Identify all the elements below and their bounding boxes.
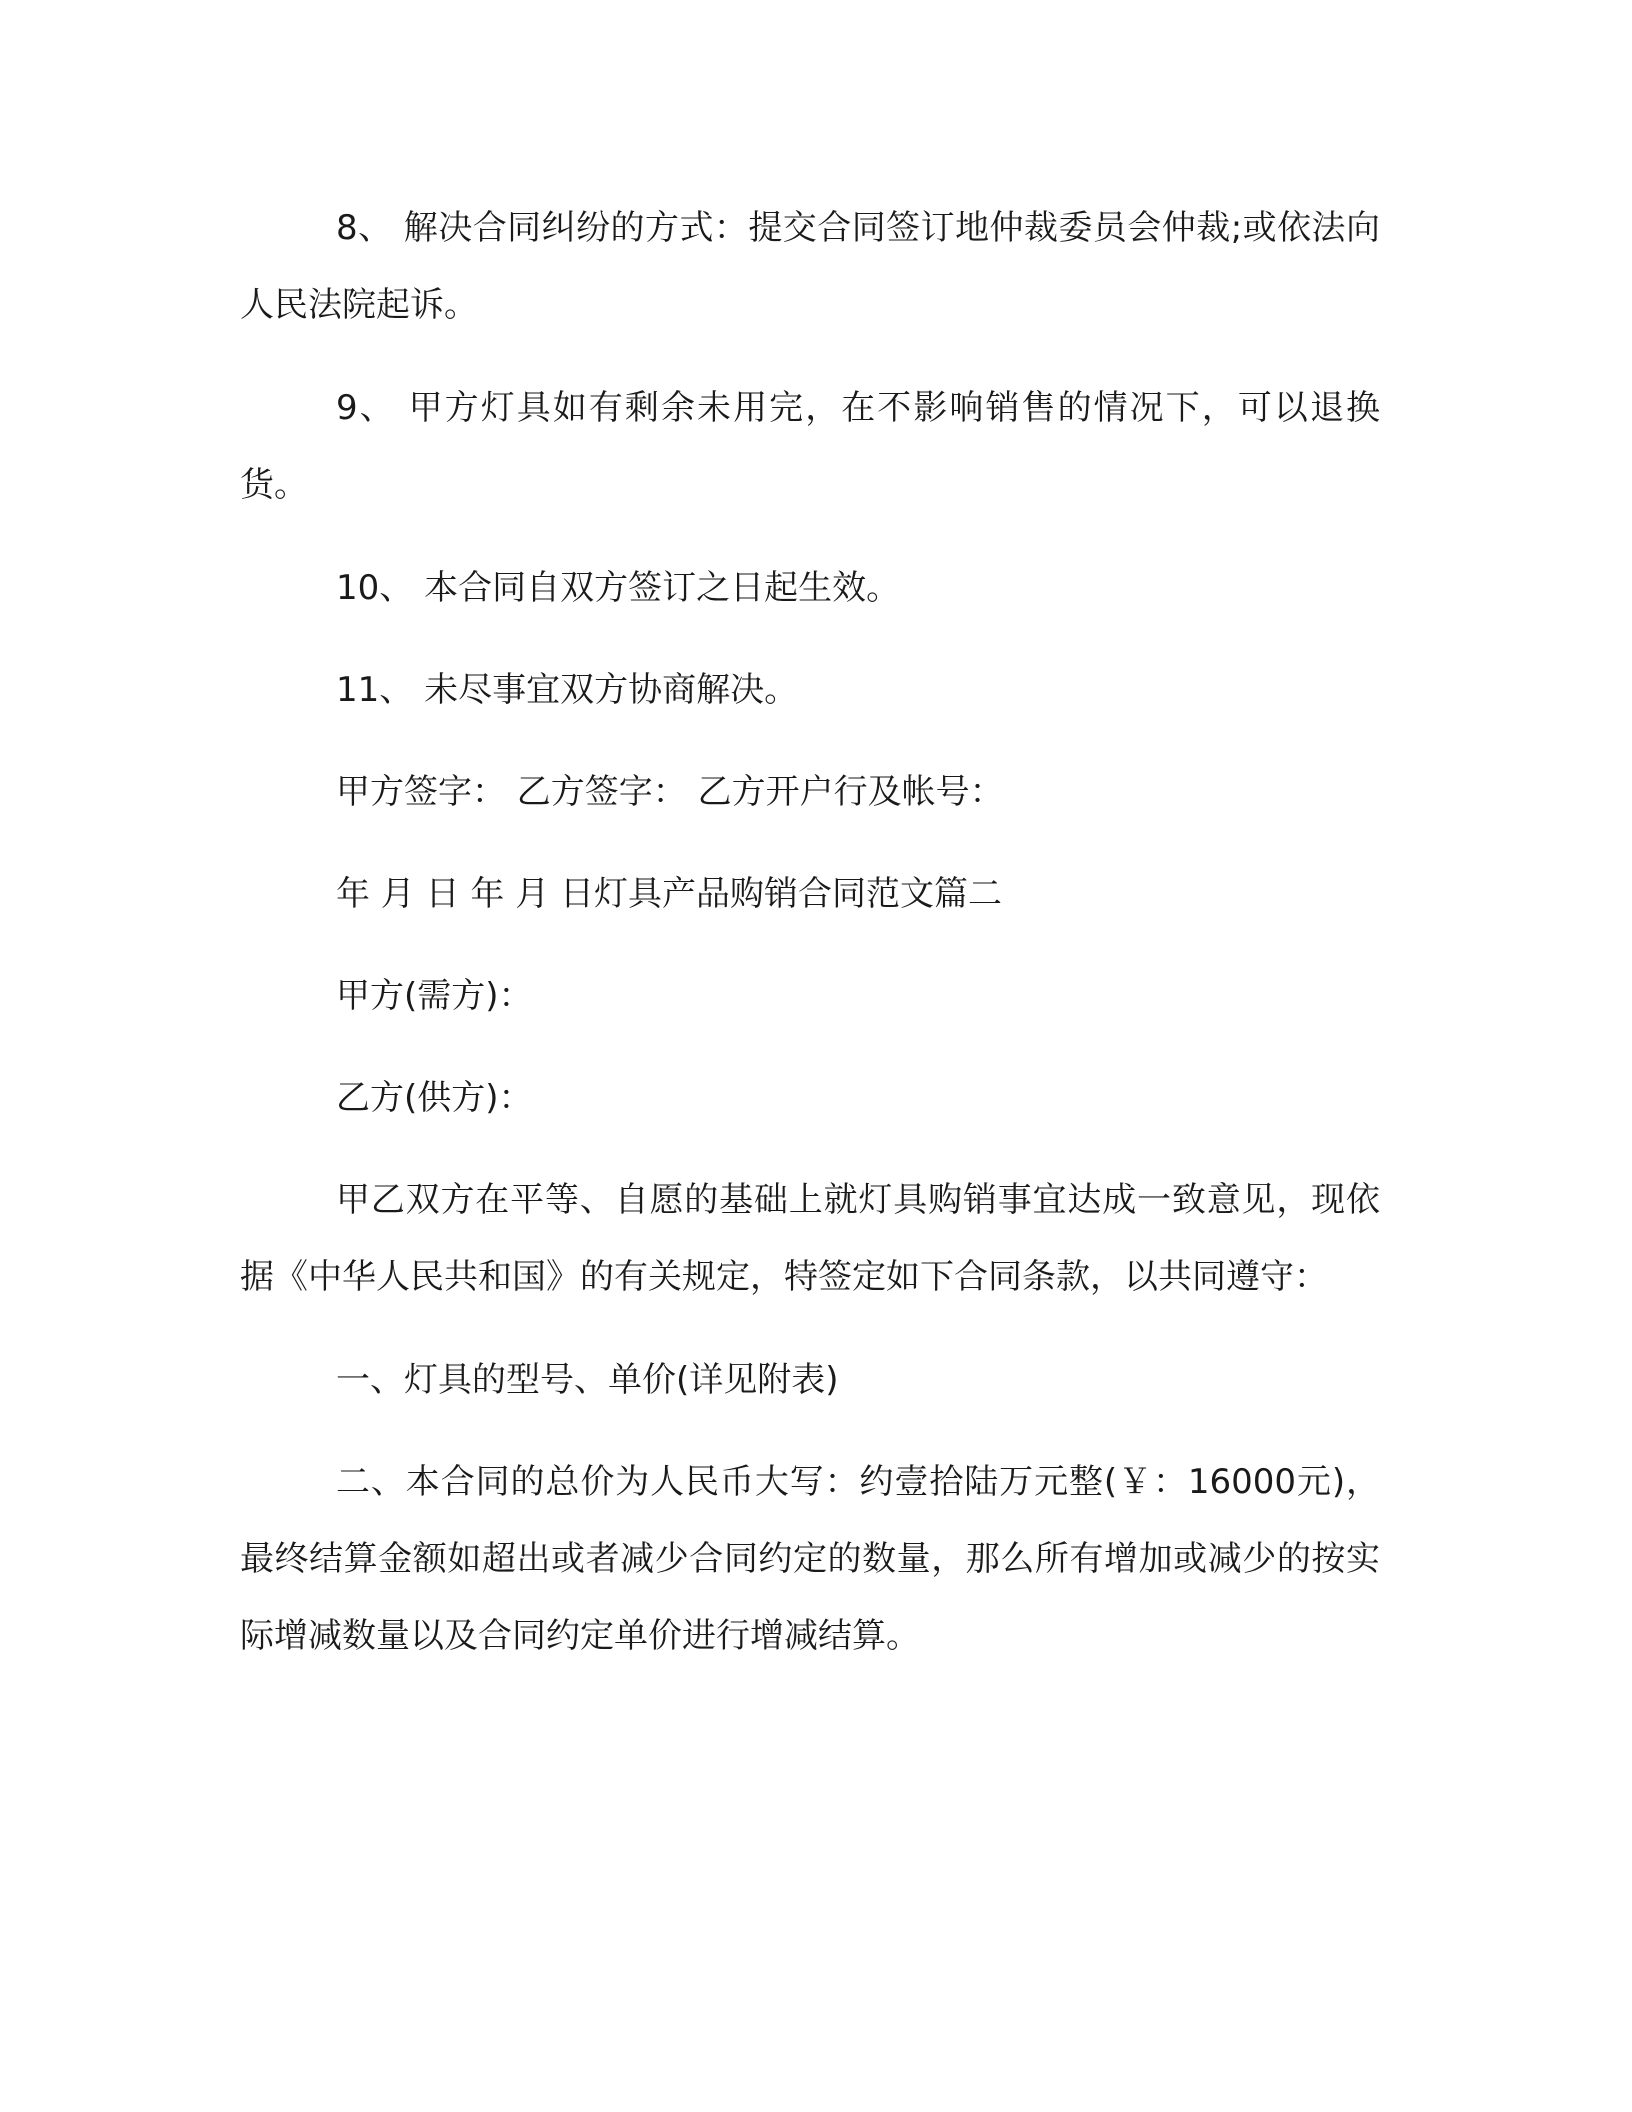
date-line-and-title: 年 月 日 年 月 日灯具产品购销合同范文篇二: [336, 874, 1003, 914]
section-two-total-price: 二、本合同的总价为人民币大写：约壹拾陆万元整(￥：16000元)，最终结算金额如超出或者减少合同约定的数量，那么所有增加或减少的按实际增减数量以及合同约定单价进行增减结算。: [240, 1462, 1380, 1656]
section-one-models-prices: 一、灯具的型号、单价(详见附表): [336, 1360, 839, 1400]
contract-preamble: 甲乙双方在平等、自愿的基础上就灯具购销事宜达成一致意见，现依据《中华人民共和国》的有关规定，特签定如下合同条款，以共同遵守：: [240, 1180, 1380, 1297]
clause-9-return-exchange: 9、 甲方灯具如有剩余未用完，在不影响销售的情况下，可以退换货。: [240, 388, 1380, 505]
party-b-line: 乙方(供方)：: [336, 1078, 533, 1118]
clause-10-effective-date: 10、 本合同自双方签订之日起生效。: [336, 568, 901, 608]
document-page: [240, 190, 1380, 1675]
signature-line: 甲方签字： 乙方签字： 乙方开户行及帐号：: [336, 772, 1004, 812]
party-a-line: 甲方(需方)：: [336, 976, 533, 1016]
clause-11-other-matters: 11、 未尽事宜双方协商解决。: [336, 670, 799, 710]
clause-8-dispute-resolution: 8、 解决合同纠纷的方式：提交合同签订地仲裁委员会仲裁;或依法向人民法院起诉。: [240, 208, 1380, 325]
